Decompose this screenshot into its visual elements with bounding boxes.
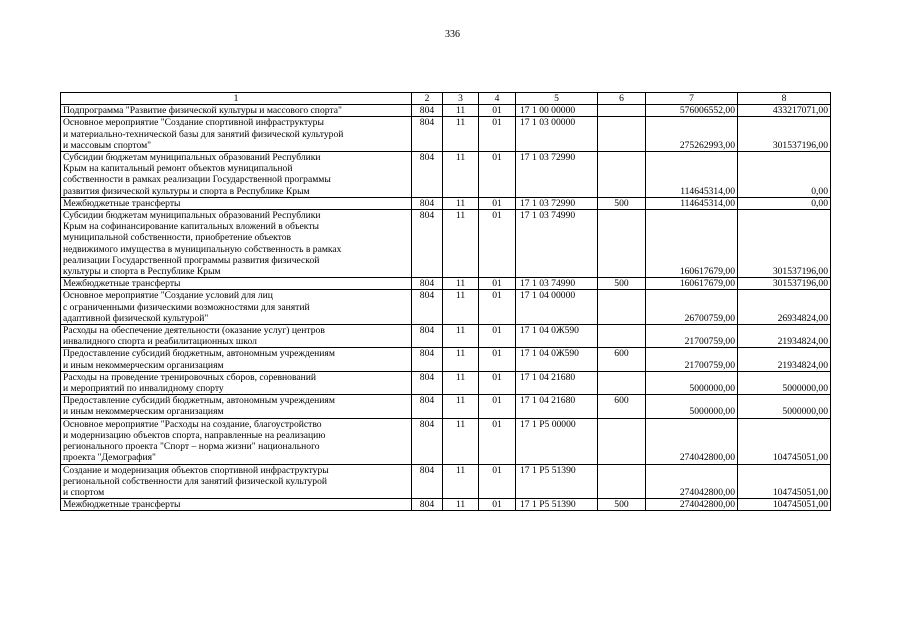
table-row xyxy=(61,348,831,371)
amount-year-1: 5000000,00 xyxy=(646,371,738,394)
section-code: 11 xyxy=(443,197,479,209)
ministry-code: 804 xyxy=(412,325,443,348)
amount-year-1: 26700759,00 xyxy=(646,290,738,325)
row-name xyxy=(61,278,412,290)
expense-type-code xyxy=(598,210,646,278)
row-name xyxy=(61,395,412,418)
expense-type-code xyxy=(598,371,646,394)
amount-year-1: 274042800,00 xyxy=(646,499,738,511)
table-row xyxy=(61,464,831,499)
amount-year-2: 21934824,00 xyxy=(738,348,831,371)
amount-year-1: 114645314,00 xyxy=(646,197,738,209)
target-code: 17 1 03 74990 xyxy=(516,278,598,290)
subsection-code: 01 xyxy=(479,325,516,348)
amount-year-1: 114645314,00 xyxy=(646,152,738,198)
amount-year-2: 21934824,00 xyxy=(738,325,831,348)
row-name-line: культуры и спорта в Республике Крым xyxy=(63,266,221,278)
section-code: 11 xyxy=(443,395,479,418)
table-row xyxy=(61,117,831,152)
row-name-line: Расходы на обеспечение деятельности (оказание услуг) центров xyxy=(63,325,325,337)
row-name-line: адаптивной физической культурой" xyxy=(63,312,209,324)
subsection-code: 01 xyxy=(479,197,516,209)
amount-year-1: 274042800,00 xyxy=(646,418,738,464)
expense-type-code: 500 xyxy=(598,197,646,209)
table-row xyxy=(61,197,831,209)
row-name-line: Предоставление субсидий бюджетным, автономным учреждениям xyxy=(63,395,335,407)
row-name-line: Крым на капитальный ремонт объектов муниципальной xyxy=(63,163,293,175)
row-name-line: собственности в рамках реализации Государственной программы xyxy=(63,174,331,186)
table-row xyxy=(61,210,831,278)
row-name xyxy=(61,105,412,117)
section-code: 11 xyxy=(443,371,479,394)
row-name xyxy=(61,117,412,152)
ministry-code: 804 xyxy=(412,464,443,499)
row-name-line: и материально-технической базы для занятий физической культурой xyxy=(63,128,344,140)
amount-year-2: 5000000,00 xyxy=(738,371,831,394)
table-row xyxy=(61,395,831,418)
row-name-line: Межбюджетные трансферты xyxy=(63,499,181,511)
ministry-code: 804 xyxy=(412,197,443,209)
subsection-code: 01 xyxy=(479,371,516,394)
target-code: 17 1 04 21680 xyxy=(516,395,598,418)
row-name-line: регионального проекта "Спорт – норма жизни" национального xyxy=(63,441,320,453)
section-code: 11 xyxy=(443,464,479,499)
expense-type-code xyxy=(598,325,646,348)
row-name-line: Межбюджетные трансферты xyxy=(63,197,181,209)
target-code: 17 1 00 00000 xyxy=(516,105,598,117)
row-name-line: проекта "Демография" xyxy=(63,452,156,464)
section-code: 11 xyxy=(443,290,479,325)
amount-year-1: 160617679,00 xyxy=(646,278,738,290)
target-code: 17 1 04 21680 xyxy=(516,371,598,394)
table-row xyxy=(61,325,831,348)
amount-year-2: 301537196,00 xyxy=(738,278,831,290)
amount-year-1: 274042800,00 xyxy=(646,464,738,499)
header-cell: 5 xyxy=(516,93,598,105)
row-name-line: инвалидного спорта и реабилитационных школ xyxy=(63,336,257,348)
row-name-line: Основное мероприятие "Расходы на создание, благоустройство xyxy=(63,418,322,430)
target-code: 17 1 03 72990 xyxy=(516,152,598,198)
row-name xyxy=(61,499,412,511)
amount-year-2: 5000000,00 xyxy=(738,395,831,418)
amount-year-1: 275262993,00 xyxy=(646,117,738,152)
row-name xyxy=(61,371,412,394)
row-name-line: и модернизацию объектов спорта, направленные на реализацию xyxy=(63,429,326,441)
row-name-line: Подпрограмма "Развитие физической культуры и массового спорта" xyxy=(63,105,342,117)
subsection-code: 01 xyxy=(479,464,516,499)
row-name-line: реализации Государственной программы развития физической xyxy=(63,254,320,266)
section-code: 11 xyxy=(443,325,479,348)
header-cell: 6 xyxy=(598,93,646,105)
amount-year-2: 104745051,00 xyxy=(738,418,831,464)
amount-year-2: 104745051,00 xyxy=(738,499,831,511)
ministry-code: 804 xyxy=(412,152,443,198)
ministry-code: 804 xyxy=(412,499,443,511)
section-code: 11 xyxy=(443,278,479,290)
row-name xyxy=(61,290,412,325)
ministry-code: 804 xyxy=(412,117,443,152)
amount-year-2: 301537196,00 xyxy=(738,210,831,278)
row-name xyxy=(61,348,412,371)
subsection-code: 01 xyxy=(479,210,516,278)
expense-type-code: 500 xyxy=(598,499,646,511)
amount-year-2: 301537196,00 xyxy=(738,117,831,152)
expense-type-code xyxy=(598,117,646,152)
header-cell: 2 xyxy=(412,93,443,105)
row-name xyxy=(61,210,412,278)
table-row xyxy=(61,418,831,464)
amount-year-1: 21700759,00 xyxy=(646,325,738,348)
row-name-line: недвижимого имущества в муниципальную собственность в рамках xyxy=(63,243,342,255)
row-name-line: Предоставление субсидий бюджетным, автономным учреждениям xyxy=(63,348,335,360)
amount-year-2: 26934824,00 xyxy=(738,290,831,325)
expense-type-code xyxy=(598,152,646,198)
expense-type-code xyxy=(598,418,646,464)
expense-type-code xyxy=(598,290,646,325)
table-header xyxy=(61,93,831,105)
target-code: 17 1 P5 51390 xyxy=(516,499,598,511)
row-name xyxy=(61,464,412,499)
budget-table xyxy=(60,92,831,511)
target-code: 17 1 04 00000 xyxy=(516,290,598,325)
subsection-code: 01 xyxy=(479,418,516,464)
table-row xyxy=(61,371,831,394)
amount-year-1: 21700759,00 xyxy=(646,348,738,371)
row-name-line: развития физической культуры и спорта в Республике Крым xyxy=(63,185,310,197)
amount-year-1: 160617679,00 xyxy=(646,210,738,278)
row-name-line: и иным некоммерческим организациям xyxy=(63,359,224,371)
subsection-code: 01 xyxy=(479,395,516,418)
amount-year-1: 5000000,00 xyxy=(646,395,738,418)
row-name-line: Субсидии бюджетам муниципальных образований Республики xyxy=(63,210,321,222)
table-body xyxy=(61,105,831,511)
section-code: 11 xyxy=(443,117,479,152)
subsection-code: 01 xyxy=(479,278,516,290)
target-code: 17 1 03 74990 xyxy=(516,210,598,278)
row-name-line: и массовым спортом" xyxy=(63,139,152,151)
expense-type-code: 600 xyxy=(598,348,646,371)
target-code: 17 1 P5 51390 xyxy=(516,464,598,499)
amount-year-2: 0,00 xyxy=(738,197,831,209)
row-name-line: Межбюджетные трансферты xyxy=(63,278,181,290)
expense-type-code xyxy=(598,105,646,117)
expense-type-code xyxy=(598,464,646,499)
row-name-line: Крым на софинансирование капитальных вложений в объекты xyxy=(63,221,319,233)
subsection-code: 01 xyxy=(479,499,516,511)
table-row xyxy=(61,152,831,198)
ministry-code: 804 xyxy=(412,395,443,418)
expense-type-code: 600 xyxy=(598,395,646,418)
table-row xyxy=(61,105,831,117)
row-name-line: Субсидии бюджетам муниципальных образований Республики xyxy=(63,152,321,164)
amount-year-1: 576006552,00 xyxy=(646,105,738,117)
ministry-code: 804 xyxy=(412,348,443,371)
header-cell: 8 xyxy=(738,93,831,105)
section-code: 11 xyxy=(443,210,479,278)
ministry-code: 804 xyxy=(412,418,443,464)
expense-type-code: 500 xyxy=(598,278,646,290)
row-name-line: Основное мероприятие "Создание спортивной инфраструктуры xyxy=(63,117,324,129)
amount-year-2: 433217071,00 xyxy=(738,105,831,117)
section-code: 11 xyxy=(443,348,479,371)
target-code: 17 1 03 72990 xyxy=(516,197,598,209)
ministry-code: 804 xyxy=(412,210,443,278)
header-cell: 3 xyxy=(443,93,479,105)
section-code: 11 xyxy=(443,105,479,117)
table-row xyxy=(61,290,831,325)
header-cell: 1 xyxy=(61,93,412,105)
target-code: 17 1 04 0Ж590 xyxy=(516,325,598,348)
target-code: 17 1 04 0Ж590 xyxy=(516,348,598,371)
section-code: 11 xyxy=(443,499,479,511)
row-name-line: муниципальной собственности, приобретение объектов xyxy=(63,232,292,244)
header-cell: 4 xyxy=(479,93,516,105)
subsection-code: 01 xyxy=(479,152,516,198)
table-row xyxy=(61,278,831,290)
section-code: 11 xyxy=(443,418,479,464)
ministry-code: 804 xyxy=(412,371,443,394)
row-name xyxy=(61,325,412,348)
row-name xyxy=(61,197,412,209)
row-name-line: с ограниченными физическими возможностями для занятий xyxy=(63,301,310,313)
row-name-line: Основное мероприятие "Создание условий для лиц xyxy=(63,290,273,302)
subsection-code: 01 xyxy=(479,348,516,371)
amount-year-2: 104745051,00 xyxy=(738,464,831,499)
row-name-line: Создание и модернизация объектов спортивной инфраструктуры xyxy=(63,464,329,476)
row-name-line: Расходы на проведение тренировочных сборов, соревнований xyxy=(63,371,317,383)
row-name-line: и спортом xyxy=(63,486,105,498)
header-row xyxy=(61,93,831,105)
target-code: 17 1 P5 00000 xyxy=(516,418,598,464)
subsection-code: 01 xyxy=(479,290,516,325)
row-name-line: региональной собственности для занятий физической культурой xyxy=(63,475,328,487)
row-name xyxy=(61,418,412,464)
row-name xyxy=(61,152,412,198)
target-code: 17 1 03 00000 xyxy=(516,117,598,152)
header-cell: 7 xyxy=(646,93,738,105)
subsection-code: 01 xyxy=(479,117,516,152)
ministry-code: 804 xyxy=(412,278,443,290)
row-name-line: и мероприятий по инвалидному спорту xyxy=(63,383,224,395)
ministry-code: 804 xyxy=(412,290,443,325)
page-number: 336 xyxy=(445,29,460,40)
ministry-code: 804 xyxy=(412,105,443,117)
row-name-line: и иным некоммерческим организациям xyxy=(63,406,224,418)
section-code: 11 xyxy=(443,152,479,198)
table-row xyxy=(61,499,831,511)
subsection-code: 01 xyxy=(479,105,516,117)
amount-year-2: 0,00 xyxy=(738,152,831,198)
